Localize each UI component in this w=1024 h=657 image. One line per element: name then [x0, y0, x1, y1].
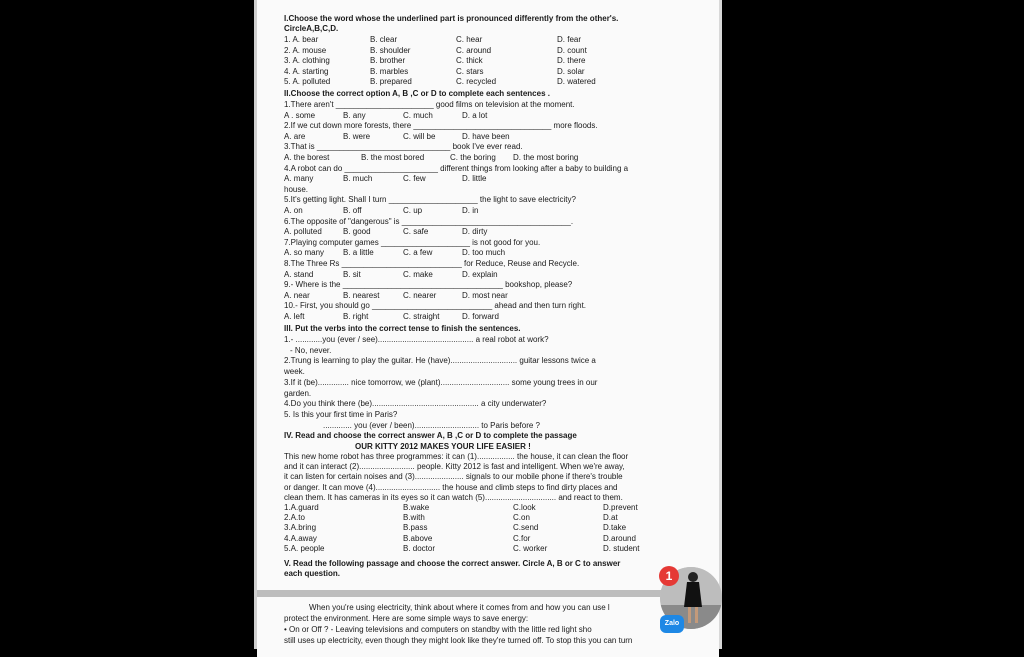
passage-option: 2.A.to [284, 513, 305, 523]
verb-question-line: week. [284, 367, 305, 377]
answer-option: B. any [343, 110, 366, 120]
choice-option: B. marbles [370, 66, 409, 76]
answer-option: D. too much [462, 248, 506, 258]
answer-option: C. a few [403, 248, 433, 258]
passage-line: clean them. It has cameras in its eyes so it can watch (5)................................ and react to them. [284, 492, 623, 502]
section-1-title: I.Choose the word whose the underlined part is pronounced differently from the other's. [284, 14, 619, 23]
choice-option: 4. A. starting [284, 66, 329, 76]
section-2-title: II.Choose the correct option A, B ,C or D to complete each sentences . [284, 89, 550, 98]
passage-option: D.at [603, 513, 618, 523]
passage-option: B.pass [403, 523, 428, 533]
answer-option: C. safe [403, 227, 429, 237]
answer-option: D. dirty [462, 227, 488, 237]
passage-option: 5.A. people [284, 543, 325, 553]
section-5-title-line-2: each question. [284, 569, 341, 578]
answer-option: B. nearest [343, 290, 380, 300]
answer-option: A. near [284, 290, 310, 300]
answer-option: A. the borest [284, 153, 330, 162]
passage-line: When you're using electricity, think about where it comes from and how you can use l [309, 603, 610, 612]
passage-line: and it can interact (2)......................... people. Kitty 2012 is fast and intelligent. When we're away, [284, 462, 625, 472]
answer-option: D. have been [462, 131, 510, 141]
answer-option: A. left [284, 312, 305, 321]
answer-option: D. explain [462, 269, 498, 279]
worksheet-page-2 [257, 597, 719, 657]
worksheet-page-1 [257, 0, 719, 590]
passage-option: B.above [403, 533, 433, 543]
zalo-logo-icon: Zalo [660, 615, 684, 633]
choice-option: C. hear [456, 35, 483, 44]
passage-option: D.around [603, 533, 636, 543]
answer-option: C. will be [403, 131, 436, 141]
choice-option: C. stars [456, 66, 484, 76]
answer-option: A. on [284, 206, 303, 215]
choice-option: C. recycled [456, 77, 497, 87]
answer-option: B. right [343, 312, 369, 321]
answer-option: B. much [343, 174, 373, 184]
answer-option: A. are [284, 131, 306, 141]
choice-option: 2. A. mouse [284, 45, 327, 55]
choice-option: 5. A. polluted [284, 77, 331, 87]
answer-option: A . some [284, 110, 316, 120]
answer-option: A. so many [284, 248, 325, 258]
passage-option: B.with [403, 513, 425, 523]
question-line: house. [284, 184, 309, 194]
question-line: 2.If we cut down more forests, there _______________________________ more floods. [284, 121, 598, 131]
choice-option: D. watered [557, 77, 596, 87]
question-line: 6.The opposite of "dangerous" is ______________________________________. [284, 216, 574, 226]
answer-option: D. little [462, 174, 487, 184]
answer-option: B. the most bored [361, 153, 425, 162]
choice-option: B. brother [370, 56, 406, 66]
question-line: 9.- Where is the ____________________________________ bookshop, please? [284, 280, 573, 290]
choice-option: 1. A. bear [284, 35, 319, 44]
passage-option: B.wake [403, 503, 430, 512]
verb-question-line: - No, never. [290, 345, 332, 355]
section-3-title: III. Put the verbs into the correct tense to finish the sentences. [284, 324, 521, 333]
question-line: 8.The Three Rs ___________________________ for Reduce, Reuse and Recycle. [284, 259, 580, 268]
choice-option: C. around [456, 45, 492, 55]
passage-option: D.prevent [603, 503, 638, 512]
question-line: 7.Playing computer games ____________________ is not good for you. [284, 237, 541, 247]
section-4-title: IV. Read and choose the correct answer A, B ,C or D to complete the passage [284, 431, 577, 440]
answer-option: A. stand [284, 269, 314, 279]
verb-question-line: 3.If it (be).............. nice tomorrow, we (plant)............................... some young trees in our [284, 377, 598, 387]
answer-option: B. off [343, 206, 362, 215]
passage-line: protect the environment. Here are some simple ways to save energy: [284, 614, 529, 623]
answer-option: C. the boring [450, 153, 496, 162]
passage-option: D. student [603, 543, 640, 553]
passage-line: or danger. It can move (4)............................. the house and climb steps to find dirty places and [284, 482, 618, 492]
answer-option: C. straight [403, 312, 440, 321]
answer-option: C. up [403, 206, 423, 215]
page-gap [257, 590, 719, 597]
question-line: 1.There aren't ______________________ good films on television at the moment. [284, 100, 575, 109]
answer-option: B. sit [343, 269, 361, 279]
passage-option: C.for [513, 533, 531, 543]
verb-question-line: 2.Trung is learning to play the guitar. He (have).............................. guitar lessons twice a [284, 356, 596, 366]
passage-option: C.on [513, 513, 530, 523]
question-line: 5.It's getting light. Shall I turn ____________________ the light to save electricity? [284, 195, 576, 205]
answer-option: D. the most boring [513, 153, 579, 162]
passage-option: 3.A.bring [284, 523, 317, 533]
passage-option: B. doctor [403, 543, 436, 553]
answer-option: A. many [284, 174, 314, 184]
choice-option: D. count [557, 45, 587, 55]
answer-option: B. were [343, 131, 371, 141]
passage-line: • On or Off ? - Leaving televisions and computers on standby with the little red light sho [284, 625, 592, 634]
passage-option: 4.A.away [284, 533, 317, 543]
answer-option: D. forward [462, 312, 499, 321]
verb-question-line: ............. you (ever / been)............................. to Paris before ? [323, 420, 540, 430]
passage-line: This new home robot has three programmes: it can (1)................. the house, it can clean the floor [284, 452, 629, 461]
choice-option: D. solar [557, 66, 585, 76]
choice-option: C. thick [456, 56, 483, 66]
choice-option: B. shoulder [370, 45, 411, 55]
section-5-title: V. Read the following passage and choose the correct answer. Circle A, B or C to answer [284, 559, 621, 568]
answer-option: C. nearer [403, 290, 437, 300]
question-line: 4.A robot can do _____________________ different things from looking after a baby to building a [284, 163, 629, 173]
choice-option: 3. A. clothing [284, 56, 330, 66]
verb-question-line: 1.- ............you (ever / see)........................................... a real robot at work? [284, 335, 549, 344]
choice-option: B. clear [370, 35, 398, 44]
question-line: 10.- First, you should go ___________________________ ahead and then turn right. [284, 301, 587, 311]
answer-option: C. much [403, 110, 433, 120]
verb-question-line: garden. [284, 388, 312, 398]
choice-option: D. fear [557, 35, 582, 44]
passage-option: 1.A.guard [284, 503, 319, 512]
verb-question-line: 4.Do you think there (be)................................................ a city underwater? [284, 399, 547, 409]
answer-option: D. a lot [462, 110, 488, 120]
right-border [719, 0, 722, 649]
question-line: 3.That is ______________________________ book I've ever read. [284, 142, 523, 152]
passage-option: C. worker [513, 543, 548, 553]
verb-question-line: 5. Is this your first time in Paris? [284, 409, 398, 419]
choice-option: D. there [557, 56, 586, 66]
passage-heading: OUR KITTY 2012 MAKES YOUR LIFE EASIER ! [355, 442, 531, 451]
answer-option: D. in [462, 206, 479, 215]
passage-line: still uses up electricity, even though they might look like they're turned off. To stop this you can turn [284, 636, 633, 645]
notification-badge[interactable]: 1 [659, 566, 679, 586]
answer-option: B. good [343, 227, 371, 237]
choice-option: B. prepared [370, 77, 412, 87]
answer-option: B. a little [343, 248, 374, 258]
answer-option: D. most near [462, 290, 508, 300]
answer-option: A. polluted [284, 227, 322, 237]
answer-option: C. make [403, 269, 433, 279]
passage-option: D.take [603, 523, 627, 533]
passage-option: C.look [513, 503, 536, 512]
passage-line: it can listen for certain noises and (3)...................... signals to our mobile phone if there's trouble [284, 472, 623, 482]
answer-option: C. few [403, 174, 426, 184]
section-1-instruction: CircleA,B,C,D. [284, 24, 339, 33]
passage-option: C.send [513, 523, 539, 533]
